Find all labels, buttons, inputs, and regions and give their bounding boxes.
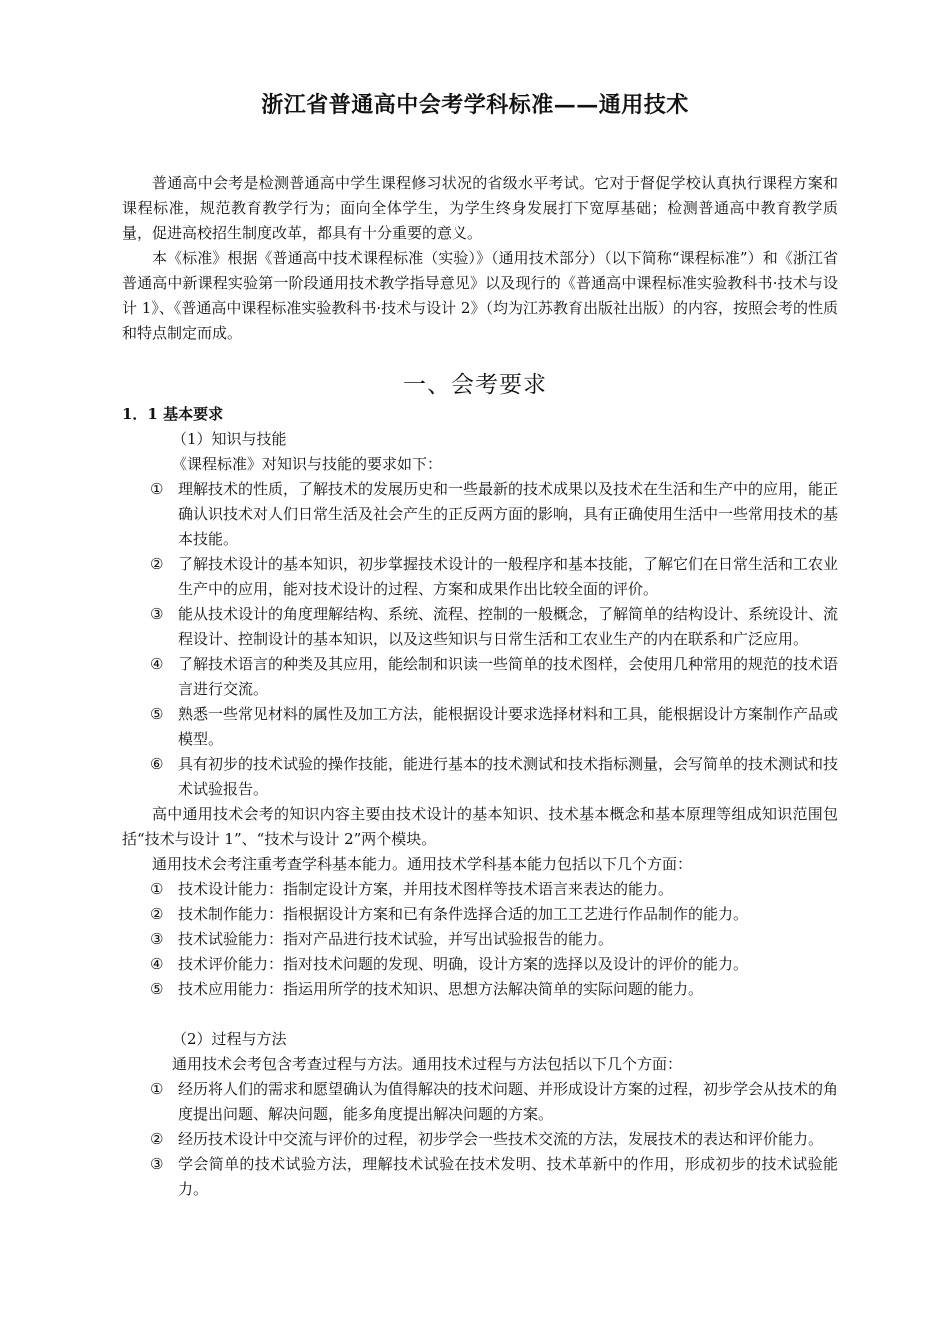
list-item [122,902,838,927]
list-item [122,1127,838,1152]
list-marker: ① [150,480,164,498]
list-marker: ② [150,1130,164,1148]
list-marker: ② [150,555,164,573]
list-item [122,977,838,1002]
list-item [122,702,838,752]
part-lead: 通用技术会考包含考查过程与方法。通用技术过程与方法包括以下几个方面： [172,1055,683,1073]
list-text: 技术评价能力：指对技术问题的发现、明确，设计方案的选择以及设计的评价的能力。 [178,955,749,973]
scope-paragraph: 高中通用技术会考的知识内容主要由技术设计的基本知识、技术基本概念和基本原理等组成知识范围包括“技术与设计 1”、“技术与设计 2”两个模块。 [122,805,838,848]
list-text: 技术设计能力：指制定设计方案，并用技术图样等技术语言来表达的能力。 [178,880,674,898]
section-heading: 一、会考要求 [403,372,547,398]
list-marker: ⑤ [150,980,164,998]
intro-section [122,171,838,346]
list-text: 能从技术设计的角度理解结构、系统、流程、控制的一般概念，了解简单的结构设计、系统设计、流程设计、控制设计的基本知识，以及这些知识与日常生活和工农业生产的内在联系和广泛应用。 [178,605,839,648]
list-marker: ⑤ [150,705,164,723]
list-text: 学会简单的技术试验方法，理解技术试验在技术发明、技术革新中的作用，形成初步的技术试验能力。 [178,1155,838,1198]
list-item [122,952,838,977]
section-body [122,402,838,1202]
list-marker: ② [150,905,164,923]
list-text: 理解技术的性质，了解技术的发展历史和一些最新的技术成果以及技术在生活和生产中的应用，能正确认识技术对人们日常生活及社会产生的正反两方面的影响，具有正确使用生活中一些常用技术的基本技能。 [178,480,839,548]
list-text: 技术试验能力：指对产品进行技术试验，并写出试验报告的能力。 [178,930,614,948]
list-text: 了解技术设计的基本知识，初步掌握技术设计的一般程序和基本技能，了解它们在日常生活和工农业生产中的应用，能对技术设计的过程、方案和成果作出比较全面的评价。 [178,555,839,598]
list-text: 具有初步的技术试验的操作技能，能进行基本的技术测试和技术指标测量，会写简单的技术测试和技术试验报告。 [178,755,839,798]
list-text: 技术应用能力：指运用所学的技术知识、思想方法解决简单的实际问题的能力。 [178,980,704,998]
list-marker: ③ [150,605,164,623]
list-marker: ④ [150,955,164,973]
list-marker: ① [150,1080,164,1098]
subsection-heading: 1．1 基本要求 [122,405,224,423]
list-item [122,552,838,602]
ability-lead: 通用技术会考注重考查学科基本能力。通用技术学科基本能力包括以下几个方面： [152,855,693,873]
part-heading: （1）知识与技能 [172,430,287,448]
list-text: 技术制作能力：指根据设计方案和已有条件选择合适的加工工艺进行作品制作的能力。 [178,905,749,923]
list-marker: ④ [150,655,164,673]
list-item [122,1077,838,1127]
list-marker: ⑥ [150,755,164,773]
intro-paragraph: 普通高中会考是检测普通高中学生课程修习状况的省级水平考试。它对于督促学校认真执行课程方案和课程标准，规范教育教学行为；面向全体学生，为学生终身发展打下宽厚基础；检测普通高中教育教学质量，促进高校招生制度改革，都具有十分重要的意义。 [122,174,838,242]
list-text: 熟悉一些常见材料的属性及加工方法，能根据设计要求选择材料和工具，能根据设计方案制作产品或模型。 [178,705,839,748]
spacer [122,1002,838,1027]
document-title: 浙江省普通高中会考学科标准——通用技术 [261,92,689,118]
knowledge-list [122,477,838,802]
list-item [122,652,838,702]
list-item [122,477,838,552]
list-text: 了解技术语言的种类及其应用，能绘制和识读一些简单的技术图样，会使用几种常用的规范的技术语言进行交流。 [178,655,839,698]
list-text: 经历技术设计中交流与评价的过程，初步学会一些技术交流的方法，发展技术的表达和评价能力。 [178,1130,824,1148]
list-item [122,752,838,802]
list-item [122,1152,838,1202]
list-marker: ③ [150,1155,164,1173]
ability-list [122,877,838,1002]
intro-paragraph: 本《标准》根据《普通高中技术课程标准（实验）》（通用技术部分）（以下简称“课程标准”）和《浙江省普通高中新课程实验第一阶段通用技术教学指导意见》以及现行的《普通高中课程标准实验教科书·技术与设计 1》、《普通高中课程标准实验教科书·技术与设计 2》（均为江苏教育出版社出版）的内容，按照会考的性质和特点制定而成。 [122,249,838,342]
part-heading: （2）过程与方法 [172,1030,287,1048]
list-item [122,877,838,902]
list-item [122,602,838,652]
list-text: 经历将人们的需求和愿望确认为值得解决的技术问题、并形成设计方案的过程，初步学会从技术的角度提出问题、解决问题，能多角度提出解决问题的方案。 [178,1080,839,1123]
list-item [122,927,838,952]
part-lead: 《课程标准》对知识与技能的要求如下： [172,455,443,473]
list-marker: ③ [150,930,164,948]
list-marker: ① [150,880,164,898]
process-list [122,1077,838,1202]
